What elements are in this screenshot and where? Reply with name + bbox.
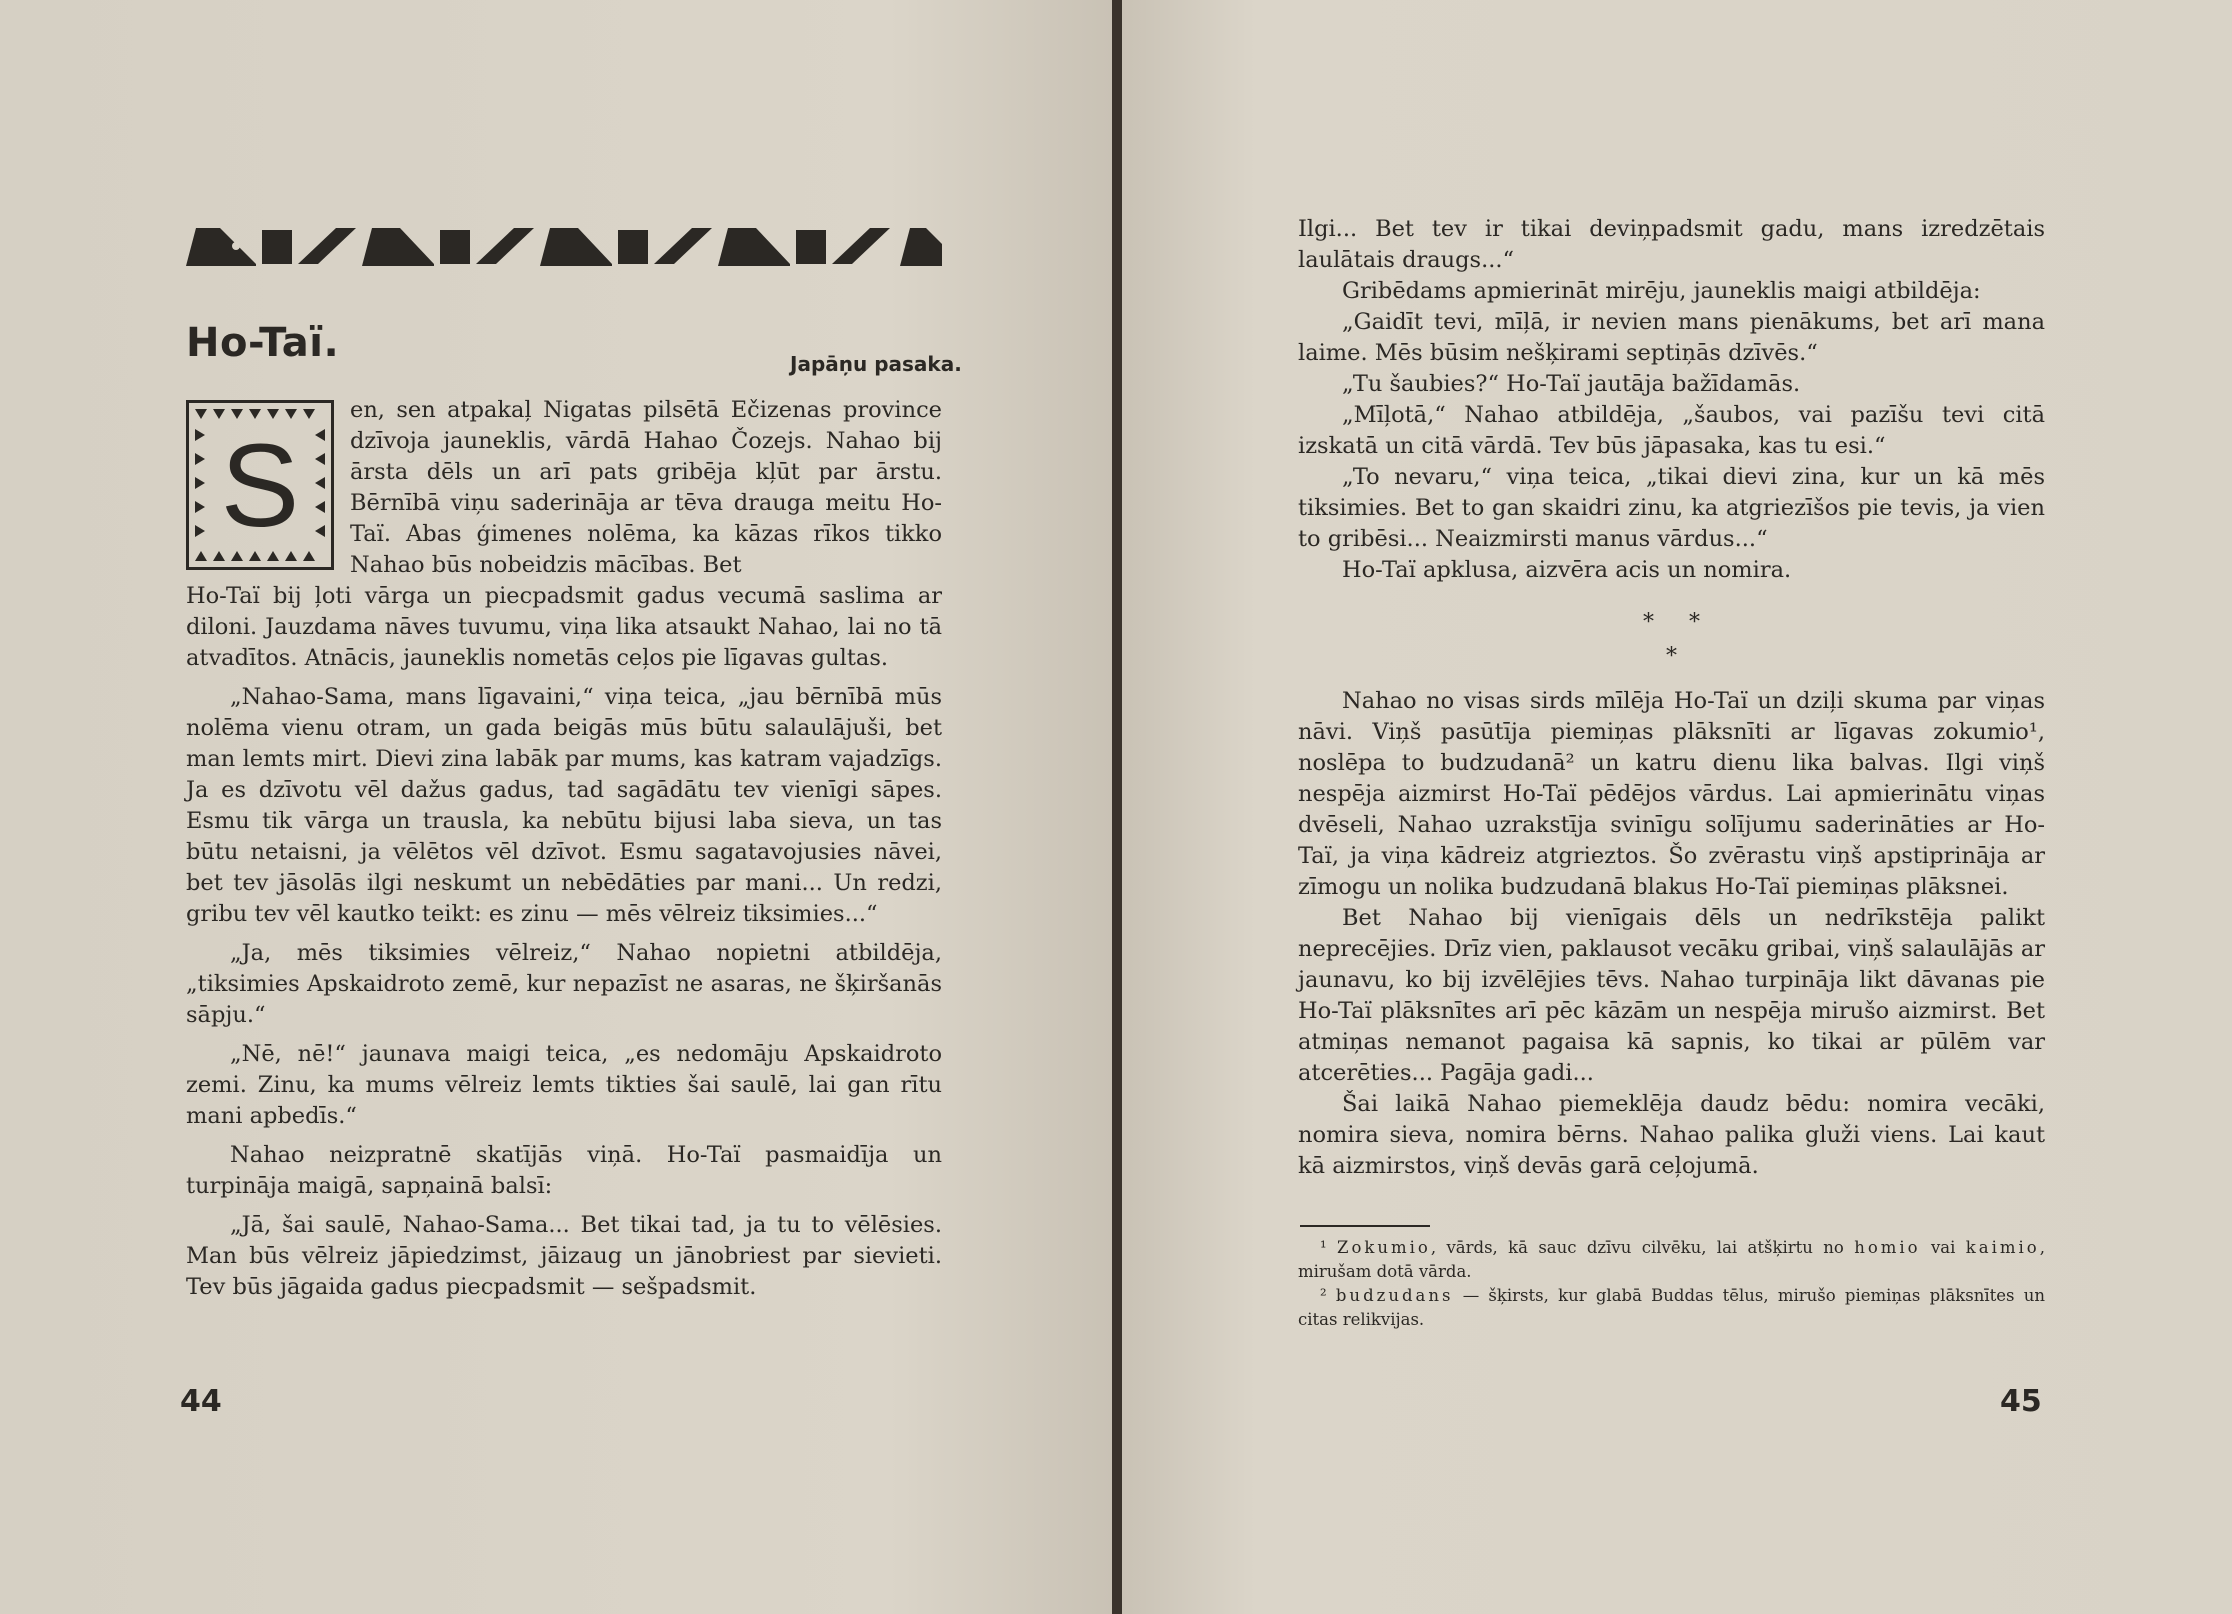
right-body-text [1298,214,2045,586]
footnote-term: Zokumio [1336,1238,1431,1257]
page-number-left: 44 [180,1384,222,1419]
footnote-term: homio [1854,1238,1921,1257]
paragraph: „To nevaru,“ viņa teica, „tikai dievi zina, kur un kā mēs tiksimies. Bet to gan skaidri zinu, ka atgriezīšos pie tevis, ja vien to gribēsi... Neaizmirsti manus vārdus...“ [1298,464,2045,552]
ornament-band [186,226,946,266]
section-separator: * * * [1643,610,1700,669]
left-body-text [186,581,942,1303]
dropcap-letter: S [220,420,300,552]
footnote-2: ² budzudans — šķirsts, kur glabā Buddas tēlus, mirušo piemiņas plāksnītes un citas relikvijas. [1298,1286,2045,1329]
paragraph: Nahao no visas sirds mīlēja Ho-Taï un dziļi skuma par viņas nāvi. Viņš pasūtīja piemiņas plāksnīti ar līgavas zokumio¹, noslēpa to budzudanā² un katru dienu lika balvas. Ilgi viņš nespēja aizmirst Ho-Taï pēdējos vārdus. Lai apmierinātu viņas dvēseli, Nahao uzrakstīja svinīgu solījumu saderināties ar Ho-Taï, ja viņa kādreiz atgrieztos. Šo zvērastu viņš apstiprināja ar zīmogu un nolika budzudanā blakus Ho-Taï piemiņas plāksnei. [1298,688,2045,900]
paragraph: „Gaidīt tevi, mīļā, ir nevien mans pienākums, bet arī mana laime. Mēs būsim nešķirami septiņās dzīvēs.“ [1298,309,2045,366]
page-number-right: 45 [2000,1384,2042,1419]
paragraph: Gribēdams apmierināt mirēju, jauneklis maigi atbildēja: [1342,278,1981,304]
footnote-rule [1300,1225,1430,1227]
paragraph: Bet Nahao bij vienīgais dēls un nedrīkstēja palikt neprecējies. Drīz vien, paklausot vecāku gribai, viņš salaulājās ar jaunavu, ko bij izvēlējies tēvs. Nahao turpināja likt dāvanas pie Ho-Taï plāksnītes arī pēc kāzām un nespēja mirušo aizmirst. Bet atmiņas nemanot pagaisa kā sapnis, ko tikai ar pūlēm var atcerēties... Pagāja gadi... [1298,905,2045,1086]
paragraph: „Jā, šai saulē, Nahao-Sama... Bet tikai tad, ja tu to vēlēsies. Man būs vēlreiz jāpiedzimst, jāizaug un jānobriest par sievieti. Tev būs jāgaida gadus piecpadsmit — sešpadsmit. [186,1212,942,1300]
paragraph: Ho-Taï apklusa, aizvēra acis un nomira. [1342,557,1792,583]
footnote-1: ¹ Zokumio, vārds, kā sauc dzīvu cilvēku, lai atšķirtu no homio vai kaimio, mirušam dotā vārda. [1298,1238,2045,1281]
paragraph: Šai laikā Nahao piemeklēja daudz bēdu: nomira vecāki, nomira sieva, nomira bērns. Nahao palika gluži viens. Lai kaut kā aizmirstos, viņš devās garā ceļojumā. [1298,1091,2045,1179]
story-title: Ho-Taï. [186,320,340,366]
paragraph: Ho-Taï bij ļoti vārga un piecpadsmit gadus vecumā saslima ar diloni. Jauzdama nāves tuvumu, viņa lika atsaukt Nahao, lai no tā atvadītos. Atnācis, jauneklis nometās ceļos pie līgavas gultas. [186,583,942,671]
paragraph: „Nahao-Sama, mans līgavaini,“ viņa teica, „jau bērnībā mūs nolēma vienu otram, un gada beigās mūs būtu salaulājuši, bet man lemts mirt. Dievi zina labāk par mums, kas katram vajadzīgs. Ja es dzīvotu vēl dažus gadus, tad sagādātu tev vienīgi sāpes. Esmu tik vārga un trausla, ka nebūtu bijusi laba sieva, un tas būtu netaisni, ja vēlētos vēl dzīvot. Esmu sagatavojusies nāvei, bet tev jāsolās ilgi neskumt un nebēdāties par mani... Un redzi, gribu tev vēl kautko teikt: es zinu — mēs vēlreiz tiksimies...“ [186,684,942,927]
paragraph: Nahao neizpratnē skatījās viņā. Ho-Taï pasmaidīja un turpināja maigā, sapņainā balsī: [186,1142,942,1199]
paragraph: „Mīļotā,“ Nahao atbildēja, „šaubos, vai pazīšu tevi citā izskatā un citā vārdā. Tev būs jāpasaka, kas tu esi.“ [1298,402,2045,459]
footnote-term: kaimio [1965,1238,2040,1257]
right-body-text-continued [1298,686,2045,1182]
story-subtitle: Japāņu pasaka. [790,352,962,376]
intro-text: en, sen atpakaļ Nigatas pilsētā Ečizenas province dzīvoja jauneklis, vārdā Hahao Čozejs. Nahao bij ārsta dēls un arī pats gribēja kļūt par ārstu. Bērnībā viņu saderināja ar tēva drauga meitu Ho-Taï. Abas ģimenes nolēma, ka kāzas rīkos tikko Nahao būs nobeidzis mācības. Bet [350,397,942,578]
paragraph: „Tu šaubies?“ Ho-Taï jautāja bažīdamās. [1342,371,1801,397]
paragraph: Ilgi... Bet tev ir tikai deviņpadsmit gadu, mans izredzētais laulātais draugs...“ [1298,216,2045,273]
intro-paragraph [350,395,942,581]
dropcap-frame [186,400,334,570]
footnote-term: budzudans [1335,1286,1454,1305]
paragraph: „Ja, mēs tiksimies vēlreiz,“ Nahao nopietni atbildēja, „tiksimies Apskaidroto zemē, kur nepazīst ne asaras, ne šķiršanās sāpju.“ [186,940,942,1028]
book-gutter [1112,0,1122,1614]
footnotes [1298,1236,2045,1332]
paragraph: „Nē, nē!“ jaunava maigi teica, „es nedomāju Apskaidroto zemi. Zinu, ka mums vēlreiz lemts tikties šai saulē, lai gan rītu mani apbedīs.“ [186,1041,942,1129]
